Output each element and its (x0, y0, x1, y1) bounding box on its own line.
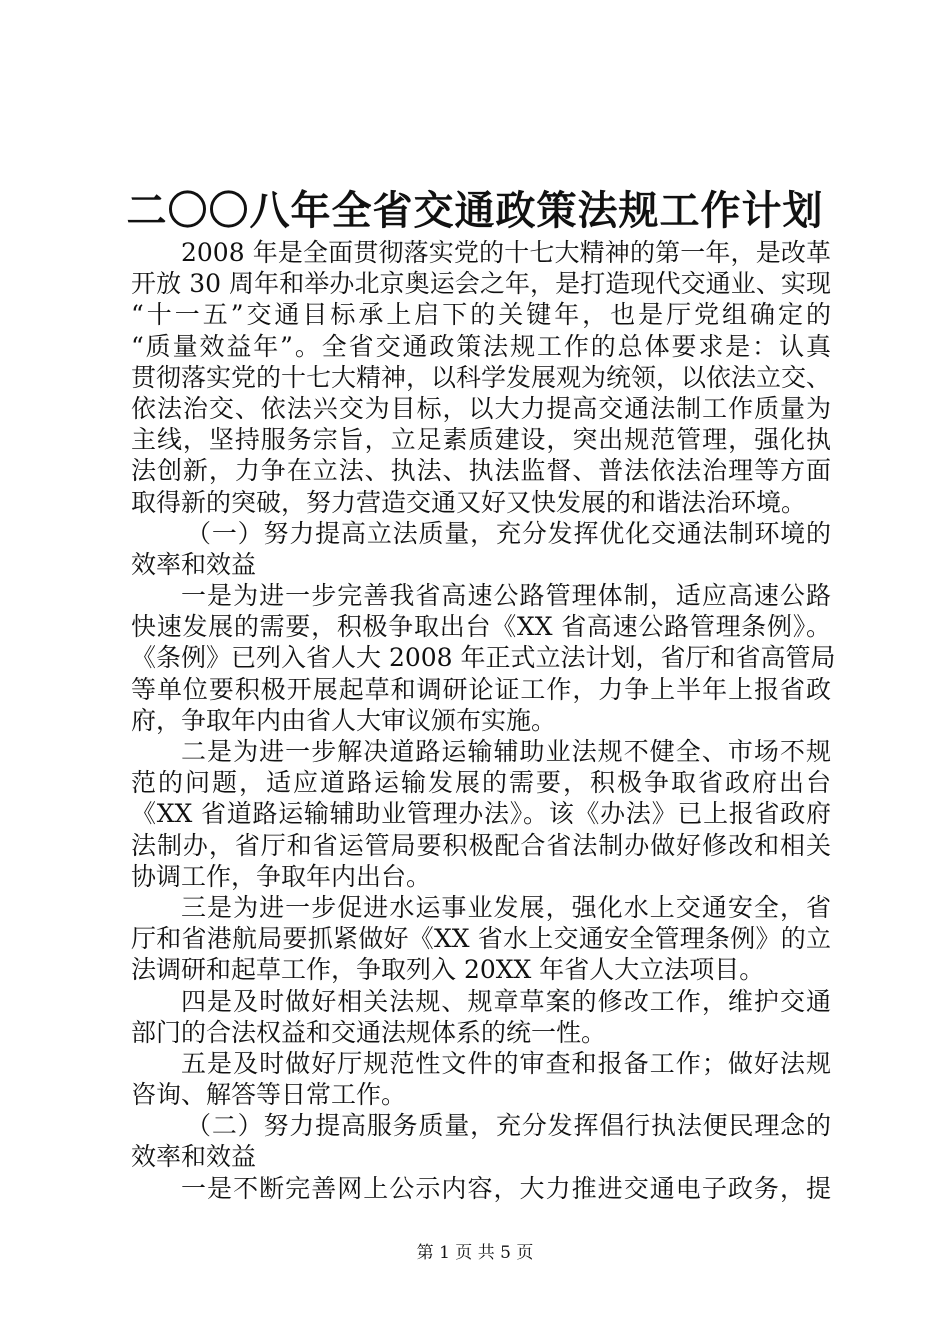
document-title: 二〇〇八年全省交通政策法规工作计划 (126, 187, 824, 234)
section-heading-line: （二）努力提高服务质量，充分发挥倡行执法便民理念的 (186, 1111, 831, 1141)
body-line: 府，争取年内由省人大审议颁布实施。 (131, 705, 557, 735)
section-heading-line: 效率和效益 (131, 549, 257, 579)
body-line: 2008 年是全面贯彻落实党的十七大精神的第一年，是改革 (181, 238, 831, 267)
body-line: 一是为进一步完善我省高速公路管理体制，适应高速公路 (181, 581, 831, 611)
body-line: 《XX 省道路运输辅助业管理办法》。该《办法》已上报省政府 (131, 799, 831, 829)
page-footer: 第 1 页 共 5 页 (416, 1243, 534, 1263)
body-line: 取得新的突破，努力营造交通又好又快发展的和谐法治环境。 (131, 487, 807, 517)
body-line: 《条例》已列入省人大 2008 年正式立法计划，省厅和省高管局 (131, 643, 836, 673)
body-line: 厅和省港航局要抓紧做好《XX 省水上交通安全管理条例》的立 (131, 924, 831, 954)
body-line: 咨询、解答等日常工作。 (131, 1080, 407, 1110)
body-line: 法制办，省厅和省运管局要积极配合省法制办做好修改和相关 (131, 830, 831, 860)
section-heading-line: （一）努力提高立法质量，充分发挥优化交通法制环境的 (186, 518, 831, 548)
body-line: 快速发展的需要，积极争取出台《XX 省高速公路管理条例》。 (131, 612, 831, 642)
body-line: 一是不断完善网上公示内容，大力推进交通电子政务，提 (181, 1173, 831, 1203)
section-heading-line: 效率和效益 (131, 1142, 257, 1172)
body-line: 协调工作，争取年内出台。 (131, 861, 432, 891)
body-line: 范的问题，适应道路运输发展的需要，积极争取省政府出台 (131, 768, 831, 798)
body-line: 三是为进一步促进水运事业发展，强化水上交通安全，省 (181, 892, 831, 922)
document-body (131, 237, 836, 1204)
body-line: 等单位要积极开展起草和调研论证工作，力争上半年上报省政 (131, 674, 831, 704)
body-line: 四是及时做好相关法规、规章草案的修改工作，维护交通 (181, 986, 831, 1016)
body-line: 依法治交、依法兴交为目标，以大力提高交通法制工作质量为 (131, 393, 831, 423)
body-line: 二是为进一步解决道路运输辅助业法规不健全、市场不规 (181, 737, 831, 766)
body-line: 法调研和起草工作，争取列入 20XX 年省人大立法项目。 (131, 955, 765, 985)
body-line: 主线，坚持服务宗旨，立足素质建设，突出规范管理，强化执 (131, 425, 831, 455)
body-line: 法创新，力争在立法、执法、执法监督、普法依法治理等方面 (131, 456, 831, 486)
body-line: 五是及时做好厅规范性文件的审查和报备工作；做好法规 (181, 1048, 831, 1078)
body-line: 部门的合法权益和交通法规体系的统一性。 (131, 1017, 607, 1047)
body-line: 开放 30 周年和举办北京奥运会之年，是打造现代交通业、实现 (131, 269, 831, 299)
body-line: 贯彻落实党的十七大精神，以科学发展观为统领，以依法立交、 (131, 362, 832, 392)
body-line: “质量效益年”。全省交通政策法规工作的总体要求是：认真 (131, 331, 831, 361)
body-line: “十一五”交通目标承上启下的关键年，也是厅党组确定的 (131, 300, 831, 330)
